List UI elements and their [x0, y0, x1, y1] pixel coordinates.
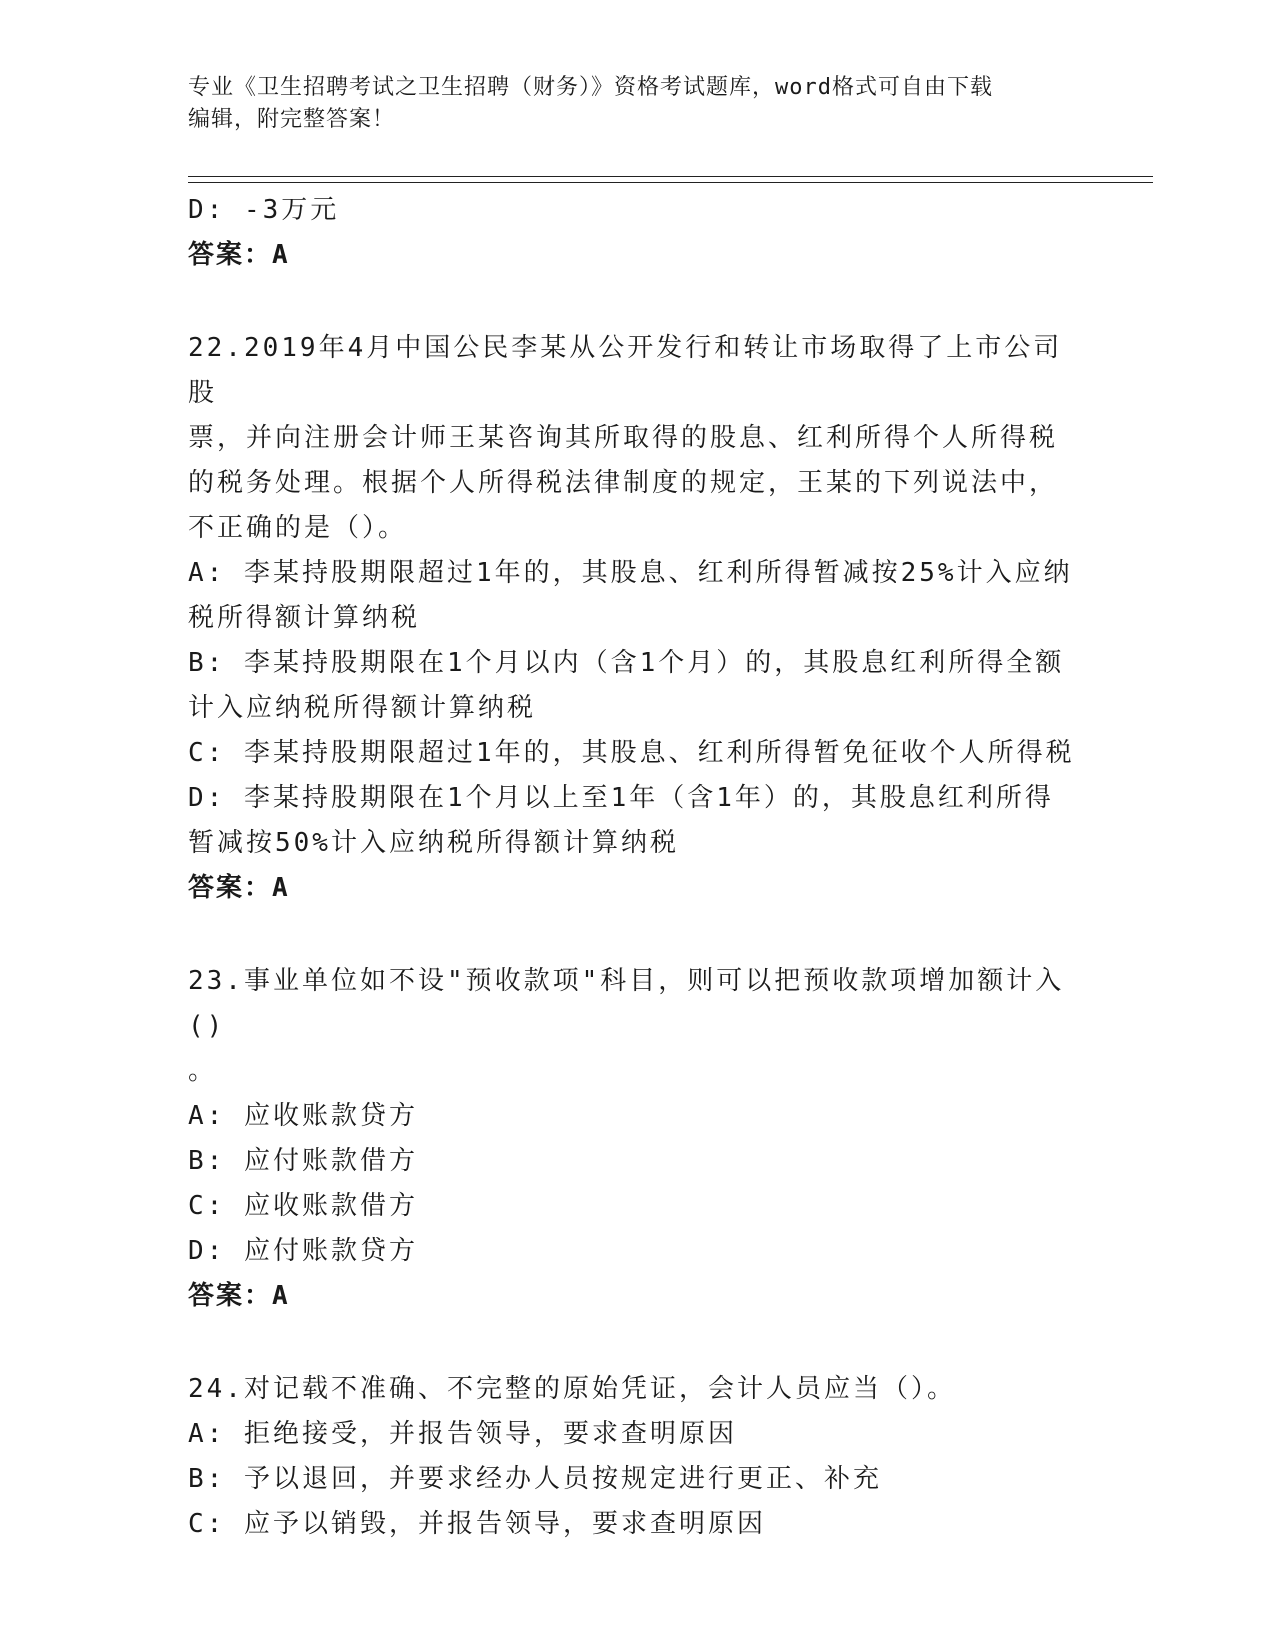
question-stem-line: 22.2019年4月中国公民李某从公开发行和转让市场取得了上市公司股	[188, 333, 1063, 408]
option-text-line: 税所得额计算纳税	[188, 603, 421, 633]
option-text-line: C: 李某持股期限超过1年的，其股息、红利所得暂免征收个人所得税	[188, 738, 1075, 768]
answer-line: 答案：A	[188, 240, 290, 270]
header-divider-top	[188, 176, 1153, 177]
option-c: C: 应予以销毁，并报告领导，要求查明原因	[188, 1509, 766, 1539]
spacer	[188, 911, 1088, 959]
question-stem-line: 的税务处理。根据个人所得税法律制度的规定，王某的下列说法中，	[188, 468, 1059, 498]
document-header	[188, 72, 1078, 136]
option-d	[188, 776, 1088, 866]
option-a: A: 拒绝接受，并报告领导，要求查明原因	[188, 1419, 737, 1449]
question-22	[188, 326, 1088, 911]
question-23	[188, 959, 1088, 1319]
spacer	[188, 278, 1088, 326]
option-d: D: -3万元	[188, 195, 340, 225]
header-divider-bottom	[188, 182, 1153, 183]
question-stem-line: 不正确的是（）。	[188, 513, 408, 543]
option-a	[188, 551, 1088, 641]
header-line-1: 专业《卫生招聘考试之卫生招聘（财务）》资格考试题库，word格式可自由下载	[188, 75, 993, 100]
option-b: B: 予以退回，并要求经办人员按规定进行更正、补充	[188, 1464, 882, 1494]
question-stem-line: 票，并向注册会计师王某咨询其所取得的股息、红利所得个人所得税	[188, 423, 1059, 453]
question-stem-line: 24.对记载不准确、不完整的原始凭证，会计人员应当（）。	[188, 1374, 956, 1404]
option-d: D: 应付账款贷方	[188, 1236, 418, 1266]
option-text-line: D: 李某持股期限在1个月以上至1年（含1年）的，其股息红利所得	[188, 783, 1054, 813]
header-line-2: 编辑，附完整答案！	[188, 107, 396, 132]
option-a: A: 应收账款贷方	[188, 1101, 418, 1131]
option-text-line: A: 李某持股期限超过1年的，其股息、红利所得暂减按25%计入应纳	[188, 558, 1073, 588]
question-24	[188, 1367, 1088, 1547]
answer-line: 答案：A	[188, 1281, 290, 1311]
option-text-line: B: 李某持股期限在1个月以内（含1个月）的，其股息红利所得全额	[188, 648, 1065, 678]
option-c: C: 应收账款借方	[188, 1191, 418, 1221]
previous-question-tail	[188, 188, 1088, 278]
question-stem-line: 23.事业单位如不设"预收款项"科目，则可以把预收款项增加额计入()	[188, 966, 1065, 1041]
option-b: B: 应付账款借方	[188, 1146, 418, 1176]
option-text-line: 暂减按50%计入应纳税所得额计算纳税	[188, 828, 679, 858]
option-b	[188, 641, 1088, 731]
answer-line: 答案：A	[188, 873, 290, 903]
option-c	[188, 731, 1088, 776]
spacer	[188, 1319, 1088, 1367]
question-stem-line: 。	[188, 1056, 218, 1086]
option-text-line: 计入应纳税所得额计算纳税	[188, 693, 537, 723]
document-body	[188, 188, 1088, 1547]
